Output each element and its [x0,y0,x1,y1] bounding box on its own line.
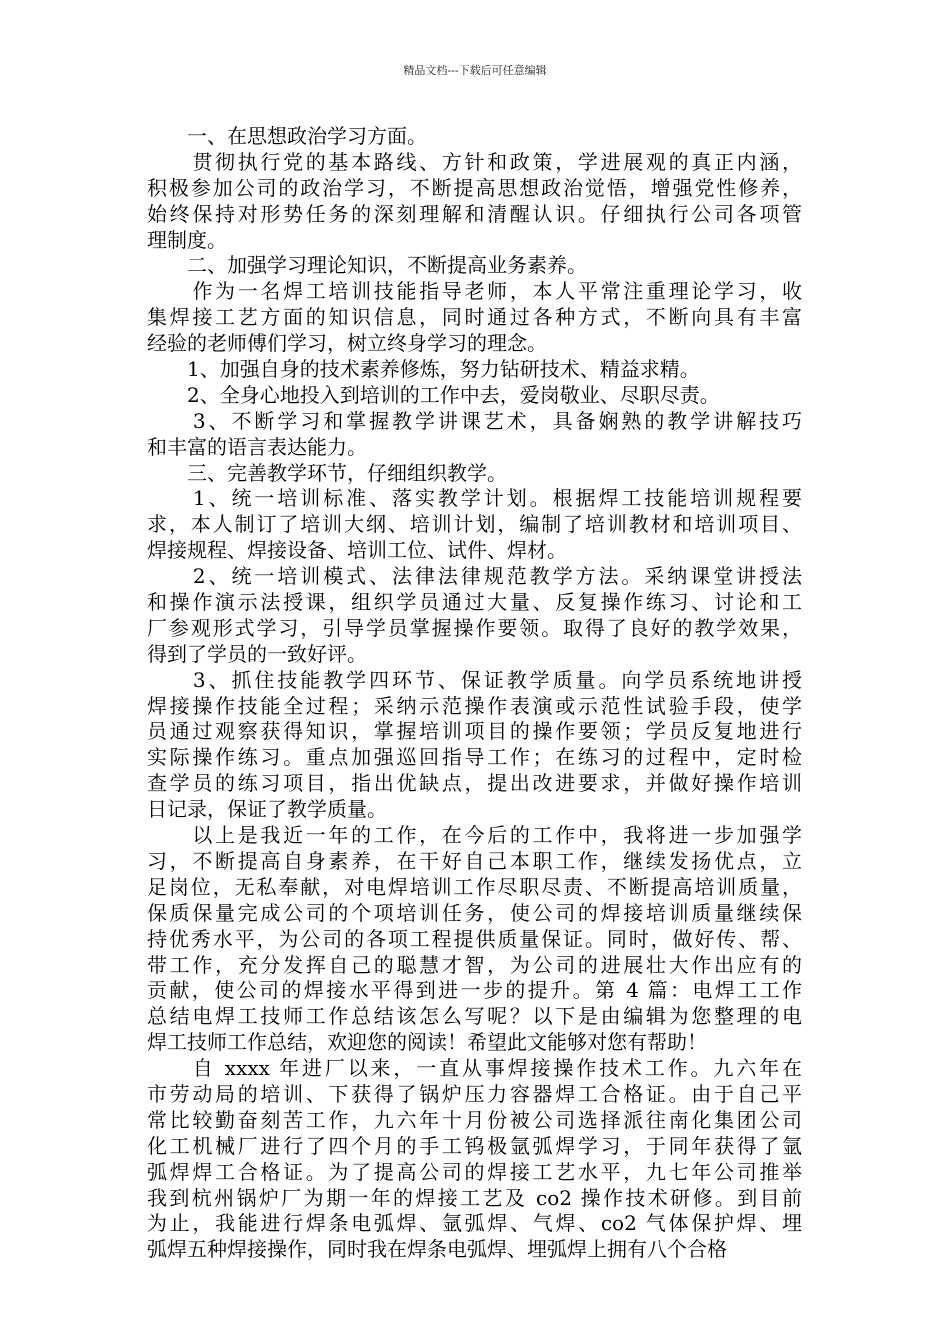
text-line: 3、不断学习和掌握教学讲课艺术，具备娴熟的教学讲解技巧 [147,408,802,433]
text-line: 积极参加公司的政治学习，不断提高思想政治觉悟，增强党性修养， [147,175,802,200]
text-line: 和操作演示法授课，组织学员通过大量、反复操作练习、讨论和工 [147,590,802,615]
page-header: 精品文档---下载后可任意编辑 [403,64,547,77]
text-line: 实际操作练习。重点加强巡回指导工作；在练习的过程中，定时检 [147,745,802,770]
text-line: 贡献，使公司的焊接水平得到进一步的提升。第 4 篇：电焊工工作 [147,978,802,1003]
paragraph [147,564,802,668]
paragraph [147,253,802,279]
text-line: 得到了学员的一致好评。 [147,641,367,666]
paragraph [147,1056,802,1263]
text-line: 始终保持对形势任务的深刻理解和清醒认识。仔细执行公司各项管 [147,201,802,226]
text-line: 2、全身心地投入到培训的工作中去，爱岗敬业、尽职尽责。 [147,382,720,407]
text-line: 为止，我能进行焊条电弧焊、氩弧焊、气焊、co2 气体保护焊、埋 [147,1211,802,1236]
text-line: 化工机械厂进行了四个月的手工钨极氩弧焊学习，于同年获得了氩 [147,1133,802,1158]
paragraph [147,668,802,823]
text-line: 我到杭州锅炉厂为期一年的焊接工艺及 co2 操作技术研修。到目前 [147,1185,802,1210]
text-line: 理制度。 [147,227,227,252]
paragraph [147,150,802,254]
text-line: 焊接操作技能全过程；采纳示范操作表演或示范性试验手段，使学 [147,693,802,718]
text-line: 焊工技师工作总结，欢迎您的阅读！希望此文能够对您有帮助！ [147,1030,707,1055]
paragraph [147,124,802,150]
text-line: 日记录，保证了教学质量。 [147,797,387,822]
text-line: 1、加强自身的技术素养修炼，努力钻研技术、精益求精。 [147,357,700,382]
paragraph [147,383,802,409]
paragraph [147,486,802,564]
text-line: 习，不断提高自身素养，在干好自己本职工作，继续发扬优点，立 [147,848,802,873]
text-line: 持优秀水平，为公司的各项工程提供质量保证。同时，做好传、帮、 [147,926,802,951]
text-line: 二、加强学习理论知识，不断提高业务素养。 [147,253,587,278]
text-line: 常比较勤奋刻苦工作，九六年十月份被公司选择派往南化集团公司 [147,1107,802,1132]
text-line: 足岗位，无私奉献，对电焊培训工作尽职尽责、不断提高培训质量， [147,874,802,899]
text-line: 保质保量完成公司的个项培训任务，使公司的焊接培训质量继续保 [147,900,802,925]
paragraph [147,461,802,487]
text-line: 员通过观察获得知识，掌握培训项目的操作要领；学员反复地进行 [147,719,802,744]
text-line: 厂参观形式学习，引导学员掌握操作要领。取得了良好的教学效果， [147,615,802,640]
text-line: 和丰富的语言表达能力。 [147,434,367,459]
text-line: 以上是我近一年的工作，在今后的工作中，我将进一步加强学 [147,823,802,848]
text-line: 查学员的练习项目，指出优缺点，提出改进要求，并做好操作培训 [147,771,802,796]
text-line: 总结电焊工技师工作总结该怎么写呢？以下是由编辑为您整理的电 [147,1004,802,1029]
text-line: 1、统一培训标准、落实教学计划。根据焊工技能培训规程要 [147,486,802,511]
text-line: 一、在思想政治学习方面。 [147,124,427,148]
text-line: 弧焊焊工合格证。为了提高公司的焊接工艺水平，九七年公司推举 [147,1159,802,1184]
text-line: 自 xxxx 年进厂以来，一直从事焊接操作技术工作。九六年在 [147,1056,802,1081]
text-line: 3、抓住技能教学四环节、保证教学质量。向学员系统地讲授 [147,667,802,692]
text-line: 市劳动局的培训、下获得了锅炉压力容器焊工合格证。由于自己平 [147,1081,802,1106]
document-body [147,124,802,1263]
paragraph [147,279,802,357]
text-line: 作为一名焊工培训技能指导老师，本人平常注重理论学习，收 [147,279,802,304]
text-line: 焊接规程、焊接设备、培训工位、试件、焊材。 [147,538,567,563]
text-line: 2、统一培训模式、法律法律规范教学方法。采纳课堂讲授法 [147,564,802,589]
paragraph [147,357,802,383]
text-line: 三、完善教学环节，仔细组织教学。 [147,460,507,485]
text-line: 经验的老师傅们学习，树立终身学习的理念。 [147,331,547,356]
text-line: 贯彻执行党的基本路线、方针和政策，学进展观的真正内涵， [147,149,802,174]
text-line: 带工作，充分发挥自己的聪慧才智，为公司的进展壮大作出应有的 [147,952,802,977]
paragraph [147,823,802,1056]
text-line: 集焊接工艺方面的知识信息，同时通过各种方式，不断向具有丰富 [147,305,802,330]
text-line: 弧焊五种焊接操作，同时我在焊条电弧焊、埋弧焊上拥有八个合格 [147,1237,727,1262]
paragraph [147,409,802,461]
text-line: 求，本人制订了培训大纲、培训计划，编制了培训教材和培训项目、 [147,512,802,537]
